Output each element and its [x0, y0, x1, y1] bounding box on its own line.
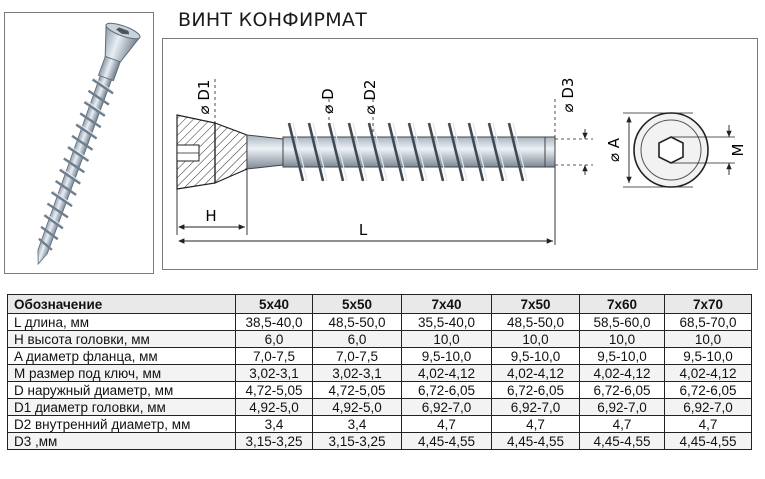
- drawing-canvas: [163, 39, 756, 268]
- table-row: [8, 399, 752, 416]
- table-cell: 6,72-6,05: [665, 382, 752, 399]
- label-d1: ⌀ D1: [195, 79, 213, 115]
- table-cell: 6,72-6,05: [580, 382, 665, 399]
- specs-table: [7, 294, 752, 450]
- table-cell: 4,92-5,0: [313, 399, 402, 416]
- label-m: M: [729, 143, 747, 157]
- table-cell: 4,02-4,12: [402, 365, 492, 382]
- table-cell: 6,92-7,0: [492, 399, 580, 416]
- table-cell: 3,15-3,25: [236, 433, 313, 450]
- table-row: [8, 348, 752, 365]
- technical-drawing: [162, 38, 758, 270]
- table-cell: 4,45-4,55: [665, 433, 752, 450]
- table-cell: 6,0: [313, 331, 402, 348]
- table-cell: 4,72-5,05: [236, 382, 313, 399]
- table-cell: 6,72-6,05: [492, 382, 580, 399]
- screw-end-view: [623, 113, 735, 187]
- table-cell: 4,92-5,0: [236, 399, 313, 416]
- row-label: A диаметр фланца, мм: [8, 348, 236, 365]
- table-cell: 6,72-6,05: [402, 382, 492, 399]
- table-cell: 3,15-3,25: [313, 433, 402, 450]
- table-cell: 48,5-50,0: [313, 314, 402, 331]
- screw-head-section: [177, 115, 247, 189]
- table-cell: 4,02-4,12: [665, 365, 752, 382]
- table-cell: 4,02-4,12: [492, 365, 580, 382]
- table-row: [8, 314, 752, 331]
- table-cell: 7,0-7,5: [236, 348, 313, 365]
- label-l: L: [358, 221, 368, 239]
- table-cell: 4,02-4,12: [580, 365, 665, 382]
- header-size: 7x40: [402, 295, 492, 314]
- row-label: L длина, мм: [8, 314, 236, 331]
- table-cell: 3,02-3,1: [313, 365, 402, 382]
- screw-photo-frame: [4, 12, 154, 274]
- table-cell: 6,92-7,0: [580, 399, 665, 416]
- table-cell: 4,7: [492, 416, 580, 433]
- row-label: D3 ,мм: [8, 433, 236, 450]
- table-row: [8, 382, 752, 399]
- table-cell: 9,5-10,0: [665, 348, 752, 365]
- table-row: [8, 433, 752, 450]
- row-label: D2 внутренний диаметр, мм: [8, 416, 236, 433]
- table-cell: 10,0: [580, 331, 665, 348]
- table-header-row: [8, 295, 752, 314]
- page-title: ВИНТ КОНФИРМАТ: [178, 9, 368, 31]
- header-designation: Обозначение: [8, 295, 236, 314]
- table-cell: 68,5-70,0: [665, 314, 752, 331]
- table-cell: 58,5-60,0: [580, 314, 665, 331]
- table-row: [8, 331, 752, 348]
- header-size: 7x70: [665, 295, 752, 314]
- table-cell: 4,45-4,55: [492, 433, 580, 450]
- table-row: [8, 365, 752, 382]
- table-cell: 3,4: [236, 416, 313, 433]
- table-cell: 35,5-40,0: [402, 314, 492, 331]
- table-cell: 4,45-4,55: [402, 433, 492, 450]
- screw-thread: [283, 123, 545, 181]
- table-cell: 9,5-10,0: [492, 348, 580, 365]
- row-label: D1 диаметр головки, мм: [8, 399, 236, 416]
- screw-photo: [5, 13, 152, 272]
- table-cell: 10,0: [402, 331, 492, 348]
- table-cell: 9,5-10,0: [402, 348, 492, 365]
- table-cell: 48,5-50,0: [492, 314, 580, 331]
- row-label: M размер под ключ, мм: [8, 365, 236, 382]
- table-cell: 9,5-10,0: [580, 348, 665, 365]
- label-d: ⌀ D: [319, 88, 337, 114]
- table-cell: 3,02-3,1: [236, 365, 313, 382]
- table-cell: 10,0: [492, 331, 580, 348]
- table-row: [8, 416, 752, 433]
- table-cell: 4,7: [402, 416, 492, 433]
- row-label: H высота головки, мм: [8, 331, 236, 348]
- table-cell: 10,0: [665, 331, 752, 348]
- table-cell: 4,7: [580, 416, 665, 433]
- label-d3: ⌀ D3: [559, 77, 577, 113]
- label-d2: ⌀ D2: [361, 79, 379, 115]
- label-a: ⌀ A: [605, 137, 623, 163]
- table-cell: 6,92-7,0: [402, 399, 492, 416]
- table-cell: 6,92-7,0: [665, 399, 752, 416]
- table-cell: 7,0-7,5: [313, 348, 402, 365]
- header-size: 7x60: [580, 295, 665, 314]
- header-size: 7x50: [492, 295, 580, 314]
- table-cell: 4,45-4,55: [580, 433, 665, 450]
- row-label: D наружный диаметр, мм: [8, 382, 236, 399]
- table-cell: 3,4: [313, 416, 402, 433]
- table-cell: 6,0: [236, 331, 313, 348]
- table-cell: 4,72-5,05: [313, 382, 402, 399]
- label-h: H: [205, 207, 217, 225]
- header-size: 5x50: [313, 295, 402, 314]
- table-cell: 38,5-40,0: [236, 314, 313, 331]
- header-size: 5x40: [236, 295, 313, 314]
- table-cell: 4,7: [665, 416, 752, 433]
